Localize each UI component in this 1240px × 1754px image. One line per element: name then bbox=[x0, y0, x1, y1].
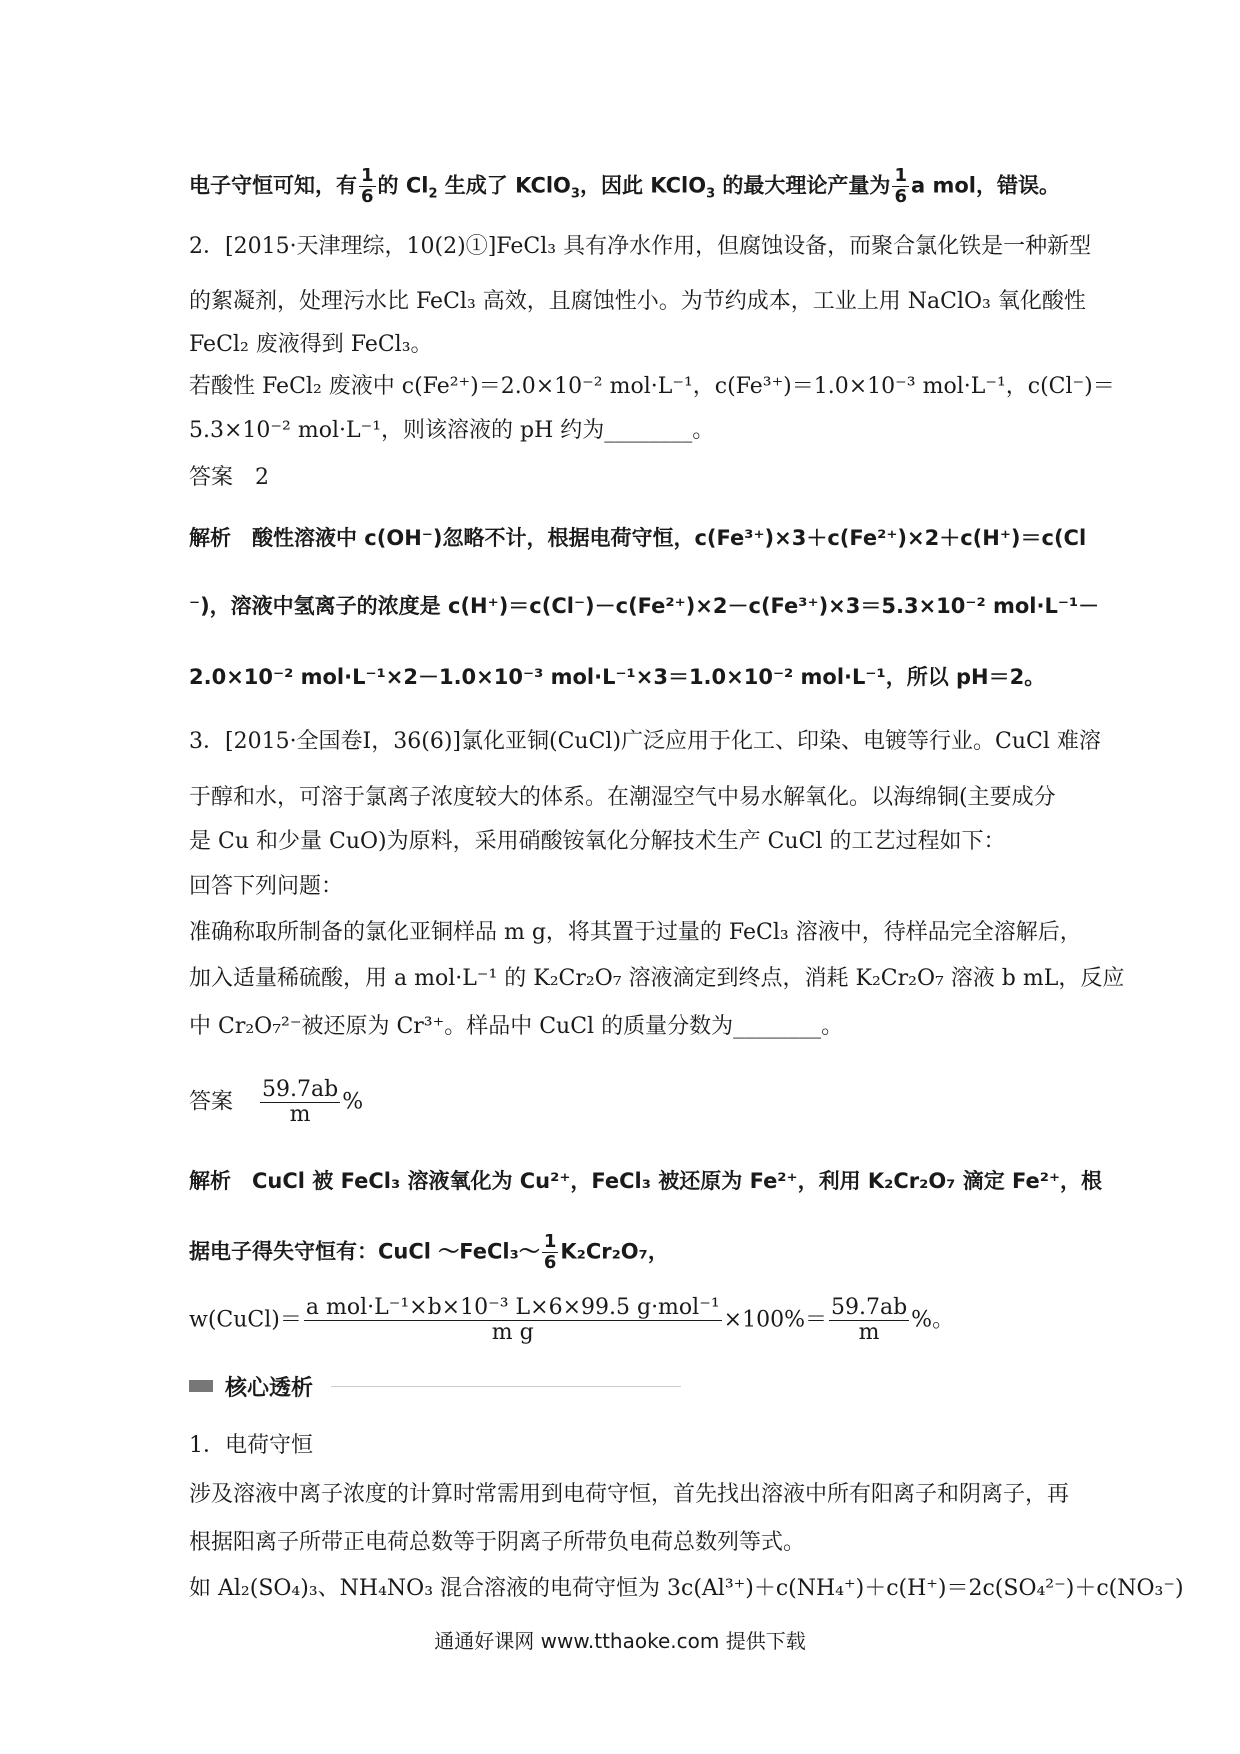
section-header bbox=[189, 1370, 681, 1402]
q2-line: FeCl₂ 废液得到 FeCl₃。 bbox=[189, 332, 433, 357]
q2-line: 5.3×10⁻² mol·L⁻¹，则该溶液的 pH 约为________。 bbox=[189, 418, 715, 443]
core-heading: 1．电荷守恒 bbox=[189, 1433, 313, 1458]
answer-label: 答案 bbox=[189, 1089, 234, 1115]
section-divider bbox=[331, 1386, 681, 1387]
q3-line: 3．[2015·全国卷Ⅰ，36(6)]氯化亚铜(CuCl)广泛应用于化工、印染、电镀等行业。CuCl 难溶 bbox=[189, 729, 1101, 754]
q2-analysis: 解析 酸性溶液中 c(OH⁻)忽略不计，根据电荷守恒，c(Fe³⁺)×3＋c(Fe²⁺)×2＋c(H⁺)＝c(Cl bbox=[189, 526, 1087, 550]
formula-fraction: $\frac{59.7ab}{m}$ bbox=[830, 1295, 908, 1346]
fraction: $\frac{1}{6}$ bbox=[543, 1231, 557, 1273]
q3-analysis: 据电子得失守恒有：CuCl ～FeCl₃～ $\frac{1}{6}$ K₂Cr₂O₇， bbox=[189, 1231, 669, 1273]
q2-line: 若酸性 FeCl₂ 废液中 c(Fe²⁺)＝2.0×10⁻² mol·L⁻¹，c(Fe³⁺)＝1.0×10⁻³ mol·L⁻¹，c(Cl⁻)＝ bbox=[189, 374, 1115, 399]
q3-line: 是 Cu 和少量 CuO)为原料，采用硝酸铵氧化分解技术生产 CuCl 的工艺过程如下： bbox=[189, 829, 1006, 854]
q3-formula: w(CuCl)＝ $\frac{\text{a mol·L⁻¹×b×10⁻³ L×6×99.5 g·mol⁻¹}}{\text{m g}}$ ×100%＝ $\frac{59.7ab}{m}$ %。 bbox=[189, 1295, 955, 1346]
continuation-line: 电子守恒可知，有 $\frac{1}{6}$ 的 $Cl_2$ 生成了 KClO$_3$，因此 KClO$_3$ 的最大理论产量为 $\frac{1}{6}$ a mol，错误。 bbox=[189, 165, 1060, 207]
fraction: $\frac{1}{6}$ bbox=[361, 165, 374, 207]
core-paragraph: 如 Al₂(SO₄)₃、NH₄NO₃ 混合溶液的电荷守恒为 3c(Al³⁺)＋c(NH₄⁺)＋c(H⁺)＝2c(SO₄²⁻)＋c(NO₃⁻) bbox=[189, 1576, 1184, 1601]
text: 电子守恒可知，有 bbox=[189, 173, 357, 198]
core-paragraph: 根据阳离子所带正电荷总数等于阴离子所带负电荷总数列等式。 bbox=[189, 1530, 806, 1555]
q2-analysis: ⁻)，溶液中氢离子的浓度是 c(H⁺)＝c(Cl⁻)－c(Fe²⁺)×2－c(Fe³⁺)×3＝5.3×10⁻² mol·L⁻¹－ bbox=[189, 594, 1100, 618]
answer-fraction: $\frac{59.7ab}{m}$ bbox=[262, 1077, 339, 1128]
q2-analysis: 2.0×10⁻² mol·L⁻¹×2－1.0×10⁻³ mol·L⁻¹×3＝1.0×10⁻² mol·L⁻¹，所以 pH＝2。 bbox=[189, 665, 1046, 689]
q2-line: 的絮凝剂，处理污水比 FeCl₃ 高效，且腐蚀性小。为节约成本，工业上用 NaClO₃ 氧化酸性 bbox=[189, 289, 1086, 314]
fraction: $\frac{1}{6}$ bbox=[894, 165, 907, 207]
q2-line: 2．[2015·天津理综，10(2)①]FeCl₃ 具有净水作用，但腐蚀设备，而聚合氯化铁是一种新型 bbox=[189, 234, 1092, 259]
q2-answer: 答案 2 bbox=[189, 465, 269, 490]
q3-analysis: 解析 CuCl 被 FeCl₃ 溶液氧化为 Cu²⁺，FeCl₃ 被还原为 Fe²⁺，利用 K₂Cr₂O₇ 滴定 Fe²⁺，根 bbox=[189, 1169, 1103, 1193]
q3-line: 准确称取所制备的氯化亚铜样品 m g，将其置于过量的 FeCl₃ 溶液中，待样品完全溶解后， bbox=[189, 920, 1082, 945]
footer-credit: 通通好课网 www.tthaoke.com 提供下载 bbox=[434, 1629, 806, 1653]
q3-answer: 答案 $\frac{59.7ab}{m}$ % bbox=[189, 1077, 364, 1128]
q3-line: 于醇和水，可溶于氯离子浓度较大的体系。在潮湿空气中易水解氧化。以海绵铜(主要成分 bbox=[189, 785, 1056, 810]
section-marker bbox=[189, 1380, 213, 1392]
core-paragraph: 涉及溶液中离子浓度的计算时常需用到电荷守恒，首先找出溶液中所有阳离子和阴离子，再 bbox=[189, 1482, 1070, 1507]
formula-fraction: $\frac{\text{a mol·L⁻¹×b×10⁻³ L×6×99.5 g·mol⁻¹}}{\text{m g}}$ bbox=[305, 1295, 720, 1346]
q3-line: 回答下列问题： bbox=[189, 874, 344, 899]
section-title: 核心透析 bbox=[225, 1375, 314, 1401]
q3-line: 中 Cr₂O₇²⁻被还原为 Cr³⁺。样品中 CuCl 的质量分数为________。 bbox=[189, 1014, 844, 1039]
q3-line: 加入适量稀硫酸，用 a mol·L⁻¹ 的 K₂Cr₂O₇ 溶液滴定到终点，消耗 K₂Cr₂O₇ 溶液 b mL，反应 bbox=[189, 966, 1125, 991]
